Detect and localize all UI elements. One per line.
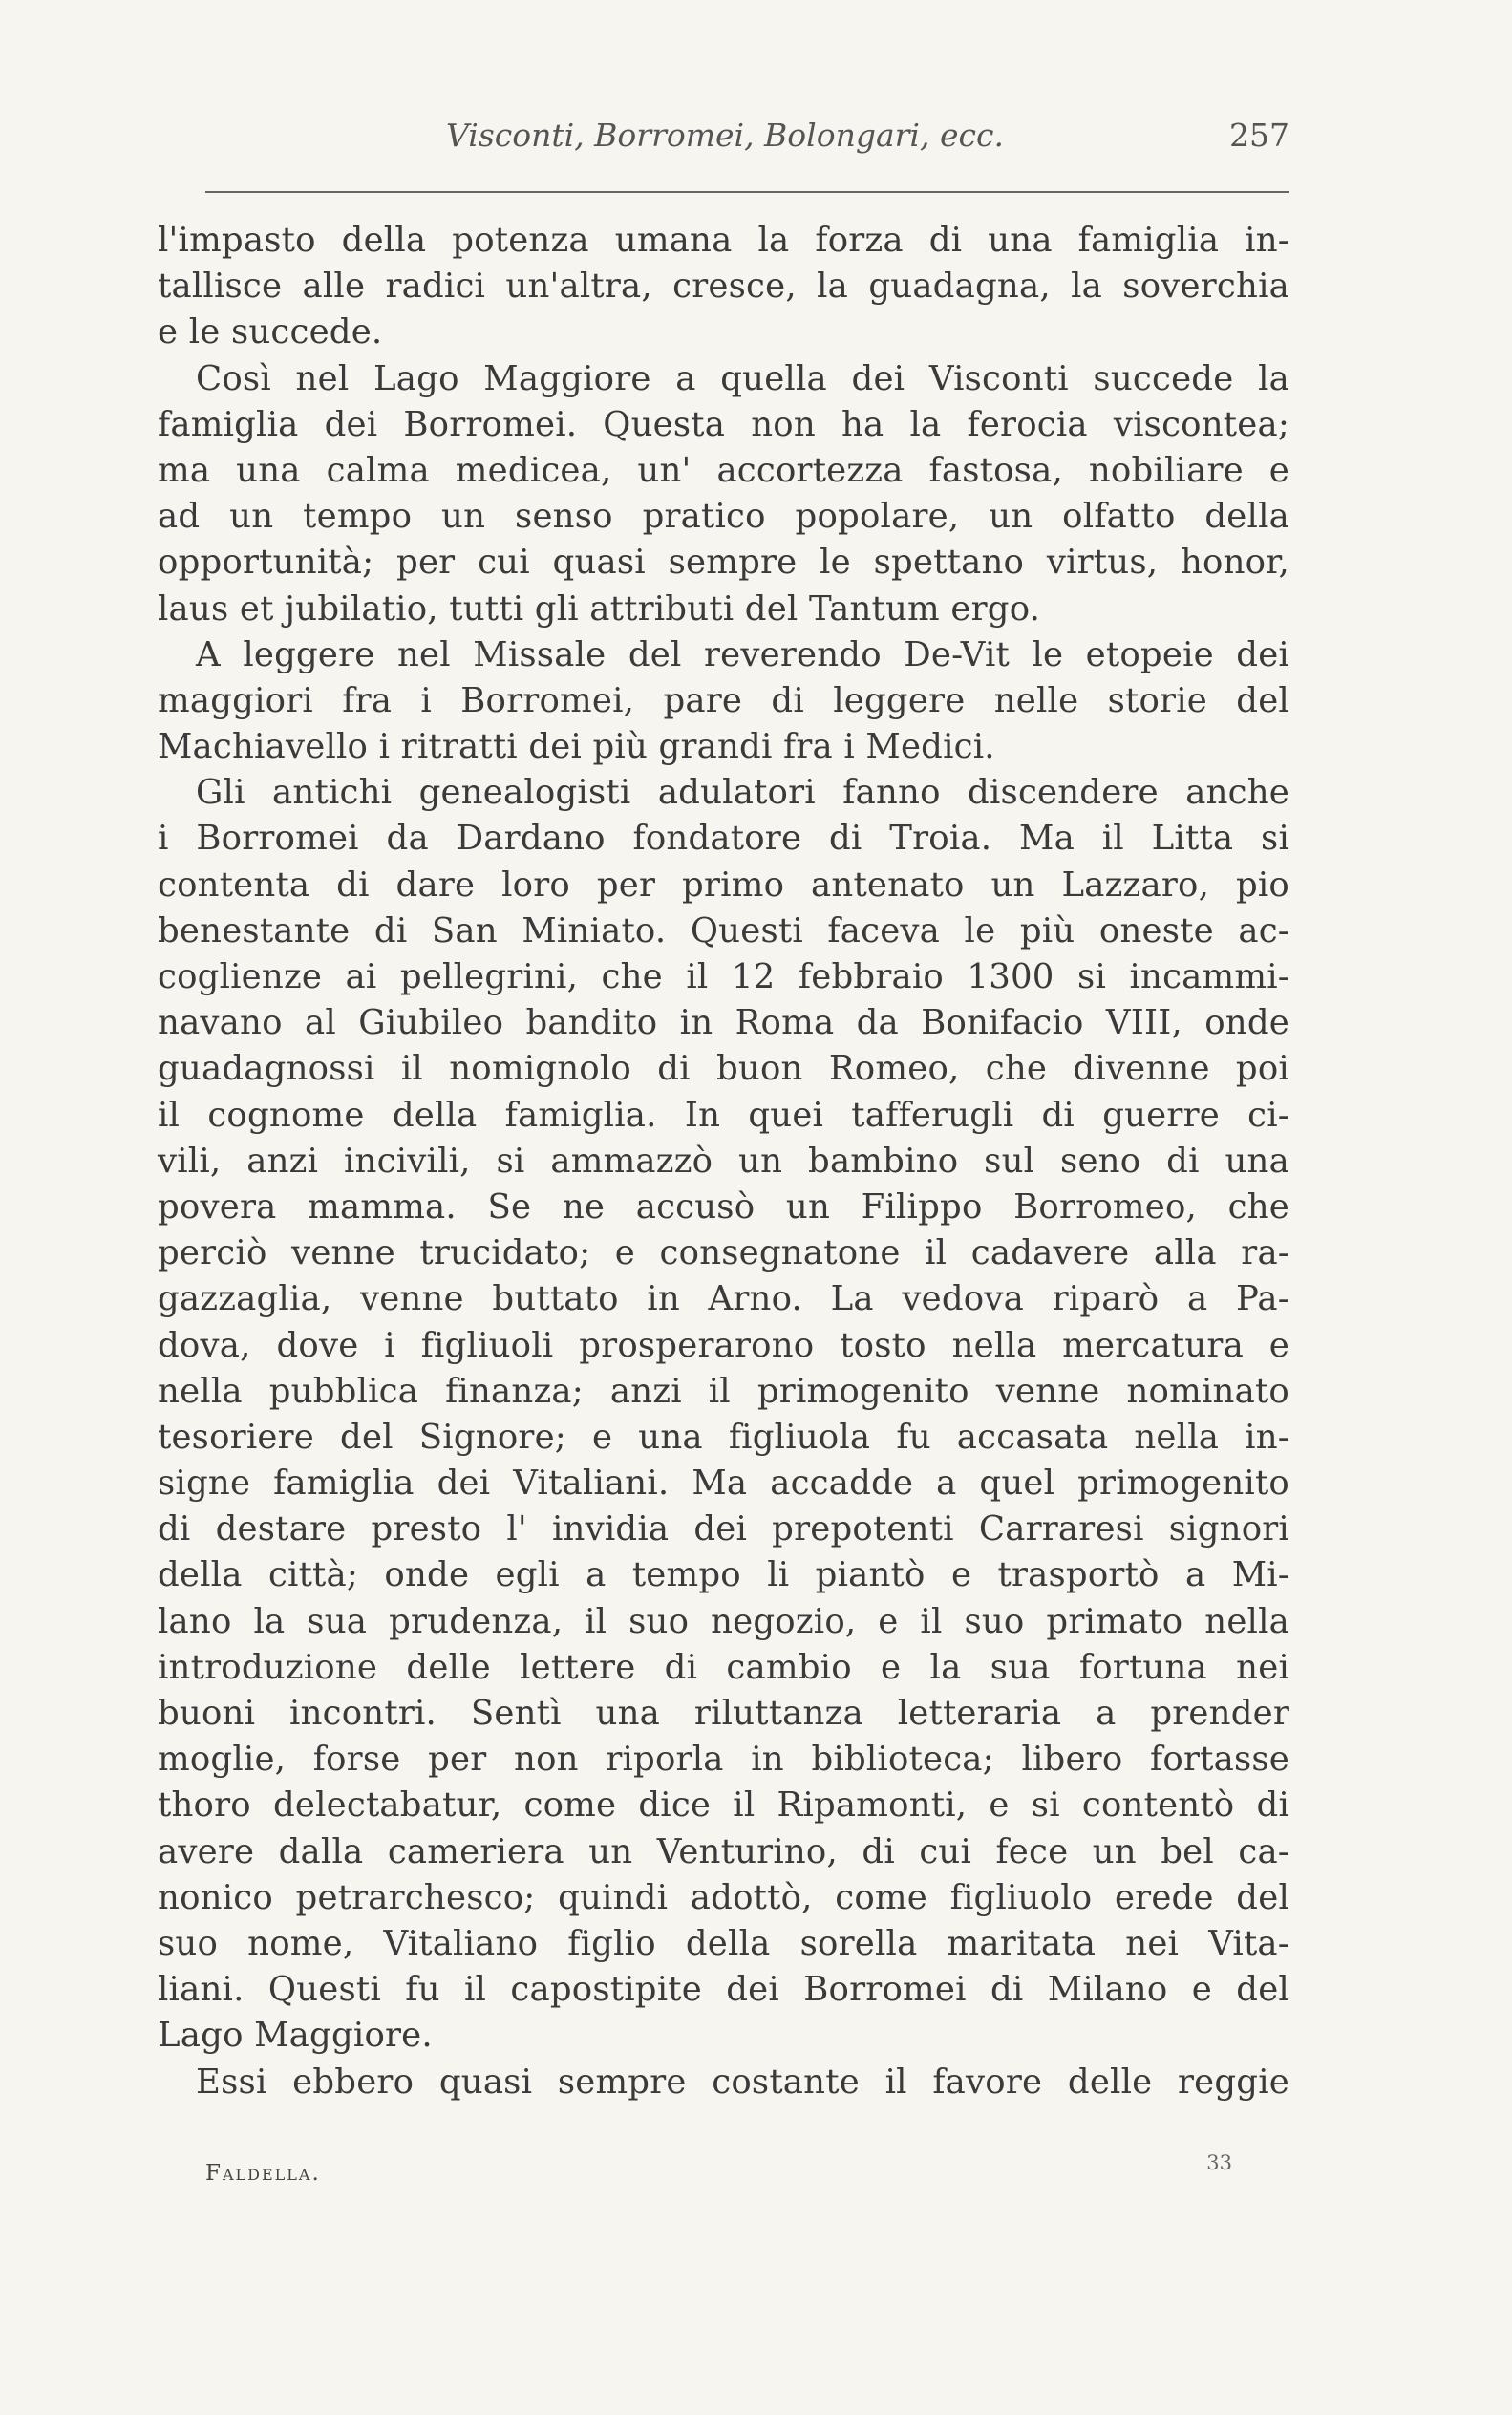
text-line: Così nel Lago Maggiore a quella dei Visconti succede la <box>196 358 1289 398</box>
text-line: lano la sua prudenza, il suo negozio, e il suo primato nella <box>158 1601 1289 1641</box>
text-line: famiglia dei Borromei. Questa non ha la ferocia viscontea; <box>158 404 1289 444</box>
text-line: vili, anzi incivili, si ammazzò un bambino sul seno di una <box>158 1141 1289 1181</box>
text-line: ad un tempo un senso pratico popolare, un olfatto della <box>158 497 1289 537</box>
text-line: laus et jubilatio, tutti gli attributi del Tantum ergo. <box>158 588 1041 629</box>
text-line: Lago Maggiore. <box>158 2016 433 2056</box>
text-line: Machiavello i ritratti dei più grandi fra i Medici. <box>158 727 995 767</box>
text-line: benestante di San Miniato. Questi faceva le più oneste ac- <box>158 910 1289 951</box>
page-footer <box>205 2151 1232 2190</box>
text-line: i Borromei da Dardano fondatore di Troia. Ma il Litta si <box>158 819 1289 859</box>
text-line: tallisce alle radici un'altra, cresce, la guadagna, la soverchia <box>158 267 1289 307</box>
text-line: Gli antichi genealogisti adulatori fanno discendere anche <box>196 773 1289 813</box>
text-line: opportunità; per cui quasi sempre le spettano virtus, honor, <box>158 543 1289 583</box>
text-line: gazzaglia, venne buttato in Arno. La vedova riparò a Pa- <box>158 1279 1289 1319</box>
signature-mark: Faldella. <box>205 2161 321 2186</box>
page-header <box>160 117 1289 164</box>
text-line: introduzione delle lettere di cambio e la sua fortuna nei <box>158 1647 1289 1687</box>
text-line: perciò venne trucidato; e consegnatone il cadavere alla ra- <box>158 1233 1289 1273</box>
text-line: guadagnossi il nomignolo di buon Romeo, che divenne poi <box>158 1049 1289 1089</box>
page-number: 257 <box>1229 117 1289 154</box>
body-text <box>158 218 1289 2105</box>
text-line: contenta di dare loro per primo antenato un Lazzaro, pio <box>158 865 1289 905</box>
text-line: povera mamma. Se ne accusò un Filippo Borromeo, che <box>158 1186 1289 1227</box>
text-line: signe famiglia dei Vitaliani. Ma accadde a quel primogenito <box>158 1464 1289 1504</box>
text-line: moglie, forse per non riporla in biblioteca; libero fortasse <box>158 1740 1289 1780</box>
text-line: tesoriere del Signore; e una figliuola fu accasata nella in- <box>158 1417 1289 1457</box>
text-line: liani. Questi fu il capostipite dei Borromei di Milano e del <box>158 1970 1289 2010</box>
text-line: maggiori fra i Borromei, pare di leggere nelle storie del <box>158 680 1289 720</box>
running-title: Visconti, Borromei, Bolongari, ecc. <box>446 117 1004 154</box>
text-line: buoni incontri. Sentì una riluttanza letteraria a prender <box>158 1694 1289 1733</box>
text-line: avere dalla cameriera un Venturino, di cui fece un bel ca- <box>158 1831 1289 1871</box>
header-rule <box>205 191 1289 193</box>
text-line: di destare presto l' invidia dei prepotenti Carraresi signori <box>158 1509 1289 1549</box>
text-line: il cognome della famiglia. In quei tafferugli di guerre ci- <box>158 1095 1289 1135</box>
text-line: thoro delectabatur, come dice il Ripamonti, e si contentò di <box>158 1785 1289 1826</box>
text-line: nella pubblica finanza; anzi il primogenito venne nominato <box>158 1371 1289 1411</box>
signature-number: 33 <box>1206 2151 1232 2174</box>
text-line: suo nome, Vitaliano figlio della sorella maritata nei Vita- <box>158 1923 1289 1963</box>
text-line: A leggere nel Missale del reverendo De-Vit le etopeie dei <box>196 634 1289 674</box>
text-line: ma una calma medicea, un' accortezza fastosa, nobiliare e <box>158 450 1289 490</box>
text-line: nonico petrarchesco; quindi adottò, come figliuolo erede del <box>158 1877 1289 1917</box>
text-line: coglienze ai pellegrini, che il 12 febbraio 1300 si incammi- <box>158 957 1289 996</box>
text-line: l'impasto della potenza umana la forza di una famiglia in- <box>158 221 1289 260</box>
text-line: e le succede. <box>158 312 383 353</box>
text-line: della città; onde egli a tempo li piantò e trasportò a Mi- <box>158 1555 1289 1595</box>
text-line: navano al Giubileo bandito in Roma da Bonifacio VIII, onde <box>158 1003 1289 1043</box>
text-line: Essi ebbero quasi sempre costante il favore delle reggie <box>196 2062 1289 2102</box>
text-line: dova, dove i figliuoli prosperarono tosto nella mercatura e <box>158 1325 1289 1365</box>
